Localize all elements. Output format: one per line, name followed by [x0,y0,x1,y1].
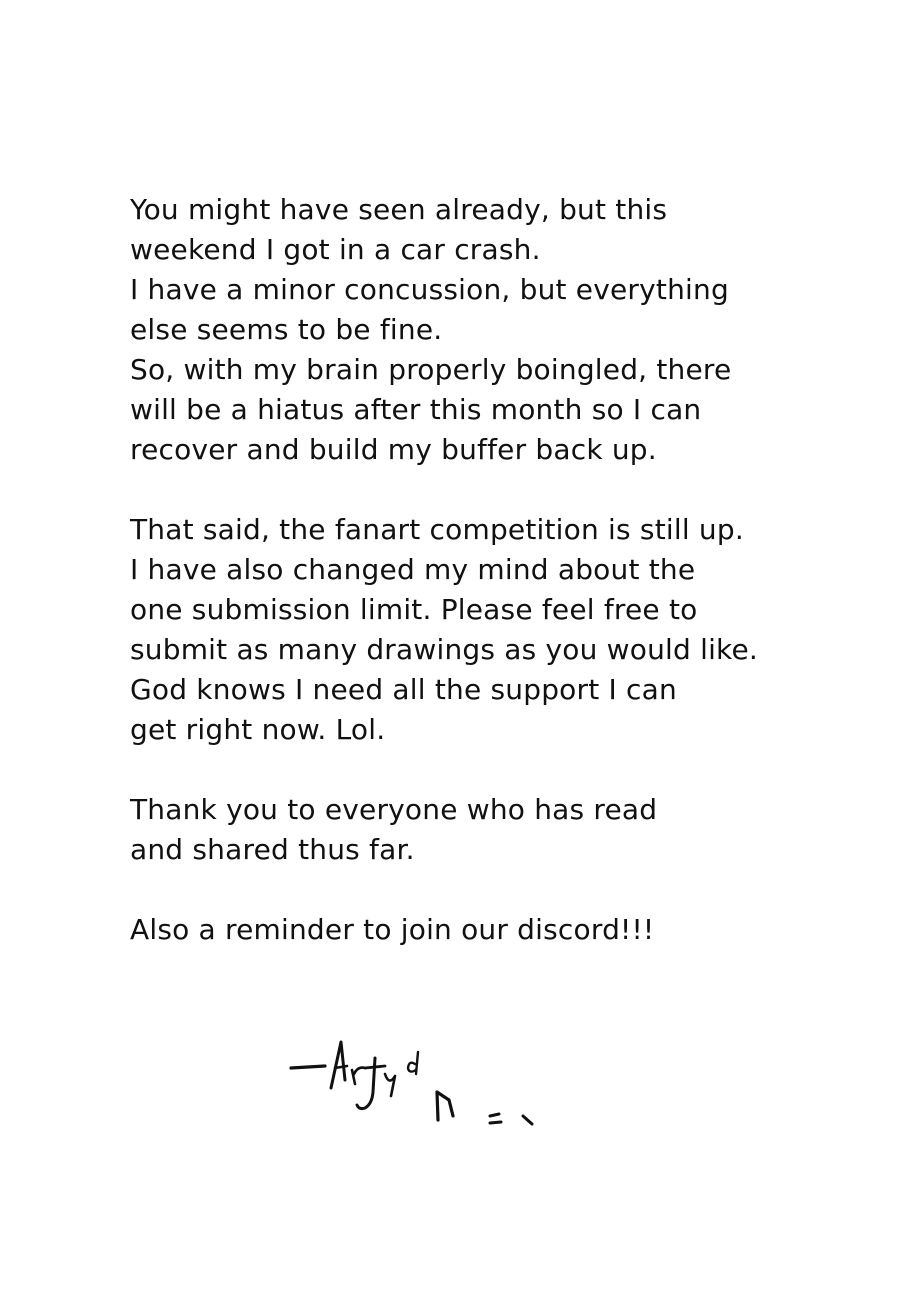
text-line: Thank you to everyone who has read [130,793,658,826]
paragraph-2 [130,510,830,750]
text-line: God knows I need all the support I can [130,673,677,706]
text-line: weekend I got in a car crash. [130,233,541,266]
text-line: will be a hiatus after this month so I can [130,393,702,426]
paragraph-1 [130,190,830,470]
text-line: I have also changed my mind about the [130,553,696,586]
text-line: That said, the fanart competition is still up. [130,513,744,546]
text-line: recover and build my buffer back up. [130,433,657,466]
paragraph-gap [130,750,830,790]
paragraph-4 [130,910,830,950]
text-line: else seems to be fine. [130,313,443,346]
text-line: submit as many drawings as you would like. [130,633,758,666]
paragraph-3 [130,790,830,870]
paragraph-gap [130,870,830,910]
paragraph-gap [130,470,830,510]
handwritten-signature [285,1030,555,1140]
text-line: Also a reminder to join our discord!!! [130,913,655,946]
text-line: So, with my brain properly boingled, there [130,353,732,386]
text-line: You might have seen already, but this [130,193,668,226]
text-line: get right now. Lol. [130,713,386,746]
letter-body [130,190,830,950]
text-line: and shared thus far. [130,833,415,866]
text-line: I have a minor concussion, but everything [130,273,729,306]
text-line: one submission limit. Please feel free to [130,593,698,626]
